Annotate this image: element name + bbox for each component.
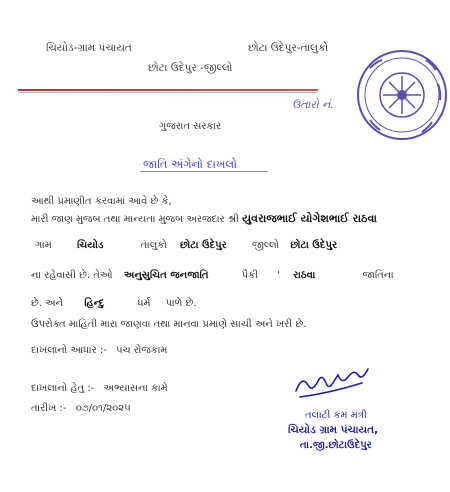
district-label: જીલ્લો [252, 240, 280, 251]
basis-row [31, 345, 167, 356]
taluka-value: છોટા ઉદેપુર [180, 240, 227, 251]
religion-prefix: છે. અને [31, 298, 64, 309]
date-value: ૦૭/૦૧/૨૦૨૫ [75, 403, 131, 414]
title-underline [140, 171, 268, 172]
body-caste-row [31, 270, 394, 281]
village-label: ગામ [35, 240, 52, 251]
purpose-label: દાખલાનો હેતુ :- [31, 383, 95, 394]
purpose-value: અભ્યાસના કામે [103, 383, 168, 394]
body-village-row [31, 240, 337, 251]
quote-mark: ' [277, 270, 280, 281]
certificate-title: જાતિ અંગેનો દાખલો [143, 157, 237, 171]
purpose-row [31, 383, 168, 394]
line2-prefix: મારી જાણ મુજબ તથા માન્યતા મુજબ અરજદાર શ્રી [31, 214, 239, 225]
caste-value: રાઠવા [293, 270, 316, 281]
signature-office: ચિયોડ ગ્રામ પંચાયત, [288, 424, 379, 436]
signature-role: તલાટી કમ મંત્રી [305, 410, 367, 421]
header-rule-red [18, 89, 318, 91]
basis-value: પંચ રોજકામ [116, 345, 168, 356]
body-religion-row [31, 298, 197, 309]
caste-suffix: જાતિના [362, 270, 394, 281]
district-value: છોટા ઉદેપુર [290, 240, 338, 251]
stamp-text: ઉતારો નં. [292, 98, 334, 111]
header-rule-grey [18, 92, 318, 93]
government-label: ગુજરાત સરકાર [159, 121, 222, 132]
village-value: ચિયોડ [77, 240, 104, 251]
handwritten-signature-icon [290, 365, 380, 405]
header-left: ચિયોડ-ગ્રામ પંચાયત [46, 42, 132, 54]
religion-middle: ધર્મ [137, 298, 151, 309]
date-row [31, 403, 131, 414]
basis-label: દાખલાનો આધાર :- [31, 345, 107, 356]
date-label: તારીખ :- [31, 403, 67, 414]
applicant-name: યુવરાજભાઈ યોગેશભાઈ રાઠવા [242, 212, 377, 225]
category-value: અનુસુચિત જનજાતિ [123, 270, 209, 281]
gram-panchayat-seal-icon [340, 40, 450, 150]
among-label: પૈકી [241, 270, 259, 281]
header-right: છોટા ઉદેપુર-તાલુકો [248, 42, 329, 54]
religion-suffix: પાળે છે. [165, 298, 197, 309]
religion-value: હિન્દુ [84, 298, 105, 309]
body-line-1: આથી પ્રમાણીત કરવામાં આવે છે કે, [31, 196, 172, 207]
body-line-2 [31, 212, 377, 226]
resident-prefix: ના રહેવાસી છે. તેઓ [31, 270, 113, 281]
taluka-label: તાલુકો [140, 240, 167, 251]
signature-place: તા.જી.છોટાઉદેપુર [300, 440, 372, 451]
header-center: છોટા ઉદેપુર -જીલ્લો [148, 62, 233, 74]
declaration: ઉપરોક્ત માહિતી મારા જાણવા તથા માનવા પ્રમાણે સાચી અને ખરી છે. [31, 319, 307, 330]
